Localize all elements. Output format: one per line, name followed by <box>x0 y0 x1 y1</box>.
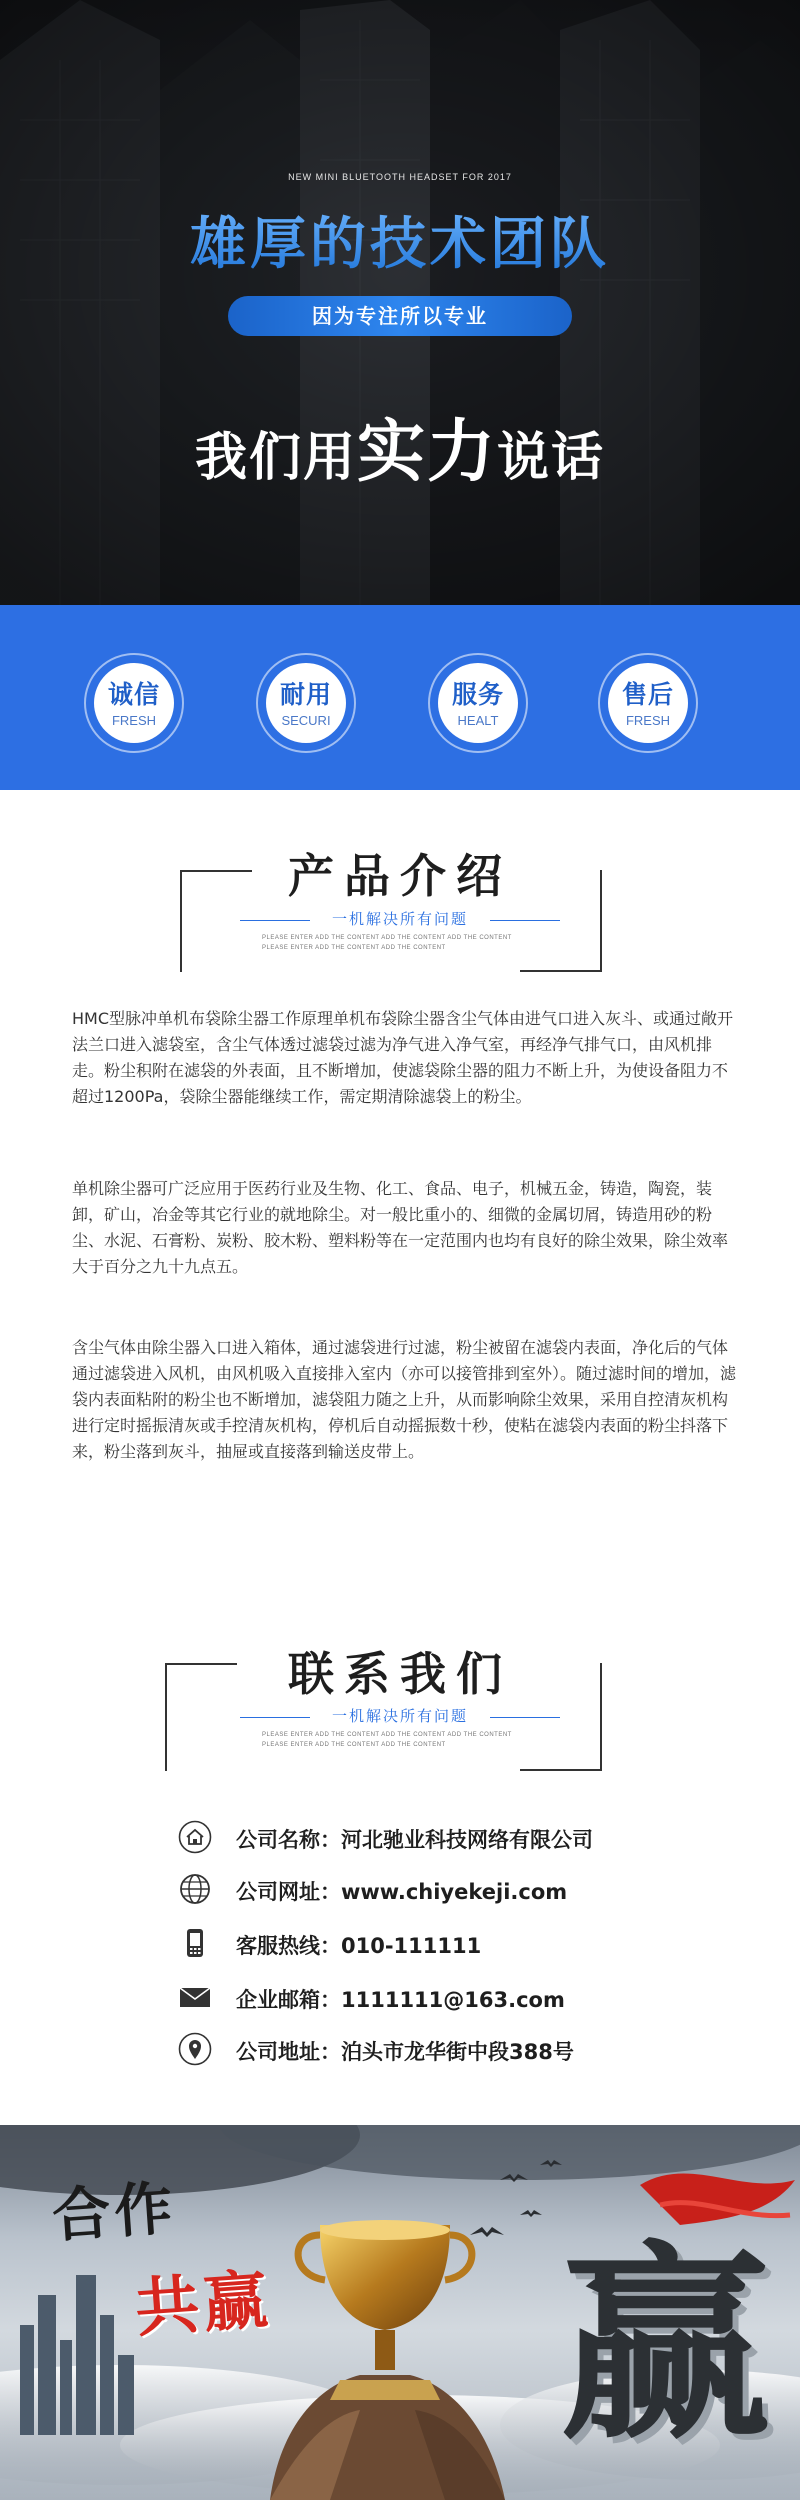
contact-text: 公司地址：泊头市龙华街中段388号 <box>236 2040 574 2064</box>
section-subtitle: 一机解决所有问题 <box>310 1705 490 1726</box>
badge-en: FRESH <box>111 713 157 728</box>
banner-text-cooperate: 合作 <box>50 2173 179 2251</box>
intro-paragraph-2: 单机除尘器可广泛应用于医药行业及生物、化工、食品、电子，机械五金，铸造，陶瓷，装卸，矿山，冶金等其它行业的就地除尘。对一般比重小的、细微的金属切屑，铸造用砂的粉尘、水泥、石膏粉、炭粉、胶木粉、塑料粉等在一定范围内也均有良好的除尘效果，除尘效率大于百分之九十九点五。 <box>72 1179 729 1276</box>
hero-section <box>0 0 800 605</box>
filler-text: PLEASE ENTER ADD THE CONTENT ADD THE CONTENT <box>262 945 446 951</box>
cooperation-banner <box>0 2125 800 2500</box>
badge-en: HEALT <box>457 713 499 728</box>
filler-text: PLEASE ENTER ADD THE CONTENT ADD THE CONTENT <box>262 1742 446 1748</box>
filler-text: PLEASE ENTER ADD THE CONTENT ADD THE CONTENT ADD THE CONTENT <box>262 1732 512 1738</box>
intro-paragraph-3: 含尘气体由除尘器入口进入箱体，通过滤袋进行过滤，粉尘被留在滤袋内表面，净化后的气体通过滤袋进入风机，由风机吸入直接排入室内（亦可以接管排到室外）。随过滤时间的增加，滤袋内表面粘附的粉尘也不断增加，滤袋阻力随之上升，从而影响除尘效果，采用自控清灰机构进行定时摇振清灰或手控清灰机构，停机后自动摇振数十秒，使粘在滤袋内表面的粉尘抖落下来，粉尘落到灰斗，抽屉或直接落到输送皮带上。 <box>72 1338 737 1461</box>
slogan-part-2: 实力 <box>356 412 497 492</box>
feature-badges-band <box>0 605 800 790</box>
location-pin-icon <box>178 2032 212 2066</box>
badge-after-sales <box>598 653 698 753</box>
globe-icon <box>178 1872 212 1906</box>
hero-title: 雄厚的技术团队 <box>0 200 800 280</box>
intro-paragraph-1: HMC型脉冲单机布袋除尘器工作原理单机布袋除尘器含尘气体由进气口进入灰斗、或通过敞开法兰口进入滤袋室，含尘气体透过滤袋过滤为净气进入净气室，再经净气排气口，由风机排走。粉尘积附在滤袋的外表面，且不断增加，使滤袋除尘器的阻力不断上升，为使设备阻力不超过1200Pa，袋除尘器能继续工作，需定期清除滤袋上的粉尘。 <box>72 1009 734 1106</box>
slogan-part-3: 说话 <box>497 427 606 488</box>
phone-icon <box>178 1926 212 1960</box>
badge-cn: 售后 <box>621 680 674 709</box>
badge-cn: 服务 <box>451 680 504 709</box>
mail-icon <box>178 1980 212 2014</box>
filler-text: PLEASE ENTER ADD THE CONTENT ADD THE CONTENT ADD THE CONTENT <box>262 935 512 941</box>
badge-honesty <box>84 653 184 753</box>
banner-text-win-win: 共赢 <box>132 2262 274 2347</box>
badge-durable <box>256 653 356 753</box>
badge-cn: 耐用 <box>279 680 332 709</box>
contact-text: 公司名称：河北驰业科技网络有限公司 <box>236 1828 593 1852</box>
hero-tagline: NEW MINI BLUETOOTH HEADSET FOR 2017 <box>288 172 512 182</box>
banner-big-win-character: 赢 <box>560 2221 771 2468</box>
badge-en: SECURI <box>281 713 331 728</box>
badge-en: FRESH <box>625 713 671 728</box>
section-title-contact: 联系我们 <box>288 1647 512 1701</box>
slogan-part-1: 我们用 <box>194 427 357 488</box>
contact-text: 公司网址：www.chiyekeji.com <box>236 1880 568 1904</box>
contact-text: 客服热线：010-111111 <box>236 1934 482 1958</box>
section-subtitle: 一机解决所有问题 <box>310 908 490 929</box>
hero-slogan <box>0 398 800 495</box>
hero-subtitle-pill: 因为专注所以专业 <box>228 296 572 336</box>
home-icon <box>178 1820 212 1854</box>
badge-cn: 诚信 <box>107 680 160 709</box>
contact-text: 企业邮箱：1111111@163.com <box>236 1988 565 2012</box>
badge-service <box>428 653 528 753</box>
section-title-product-intro: 产品介绍 <box>288 849 512 903</box>
